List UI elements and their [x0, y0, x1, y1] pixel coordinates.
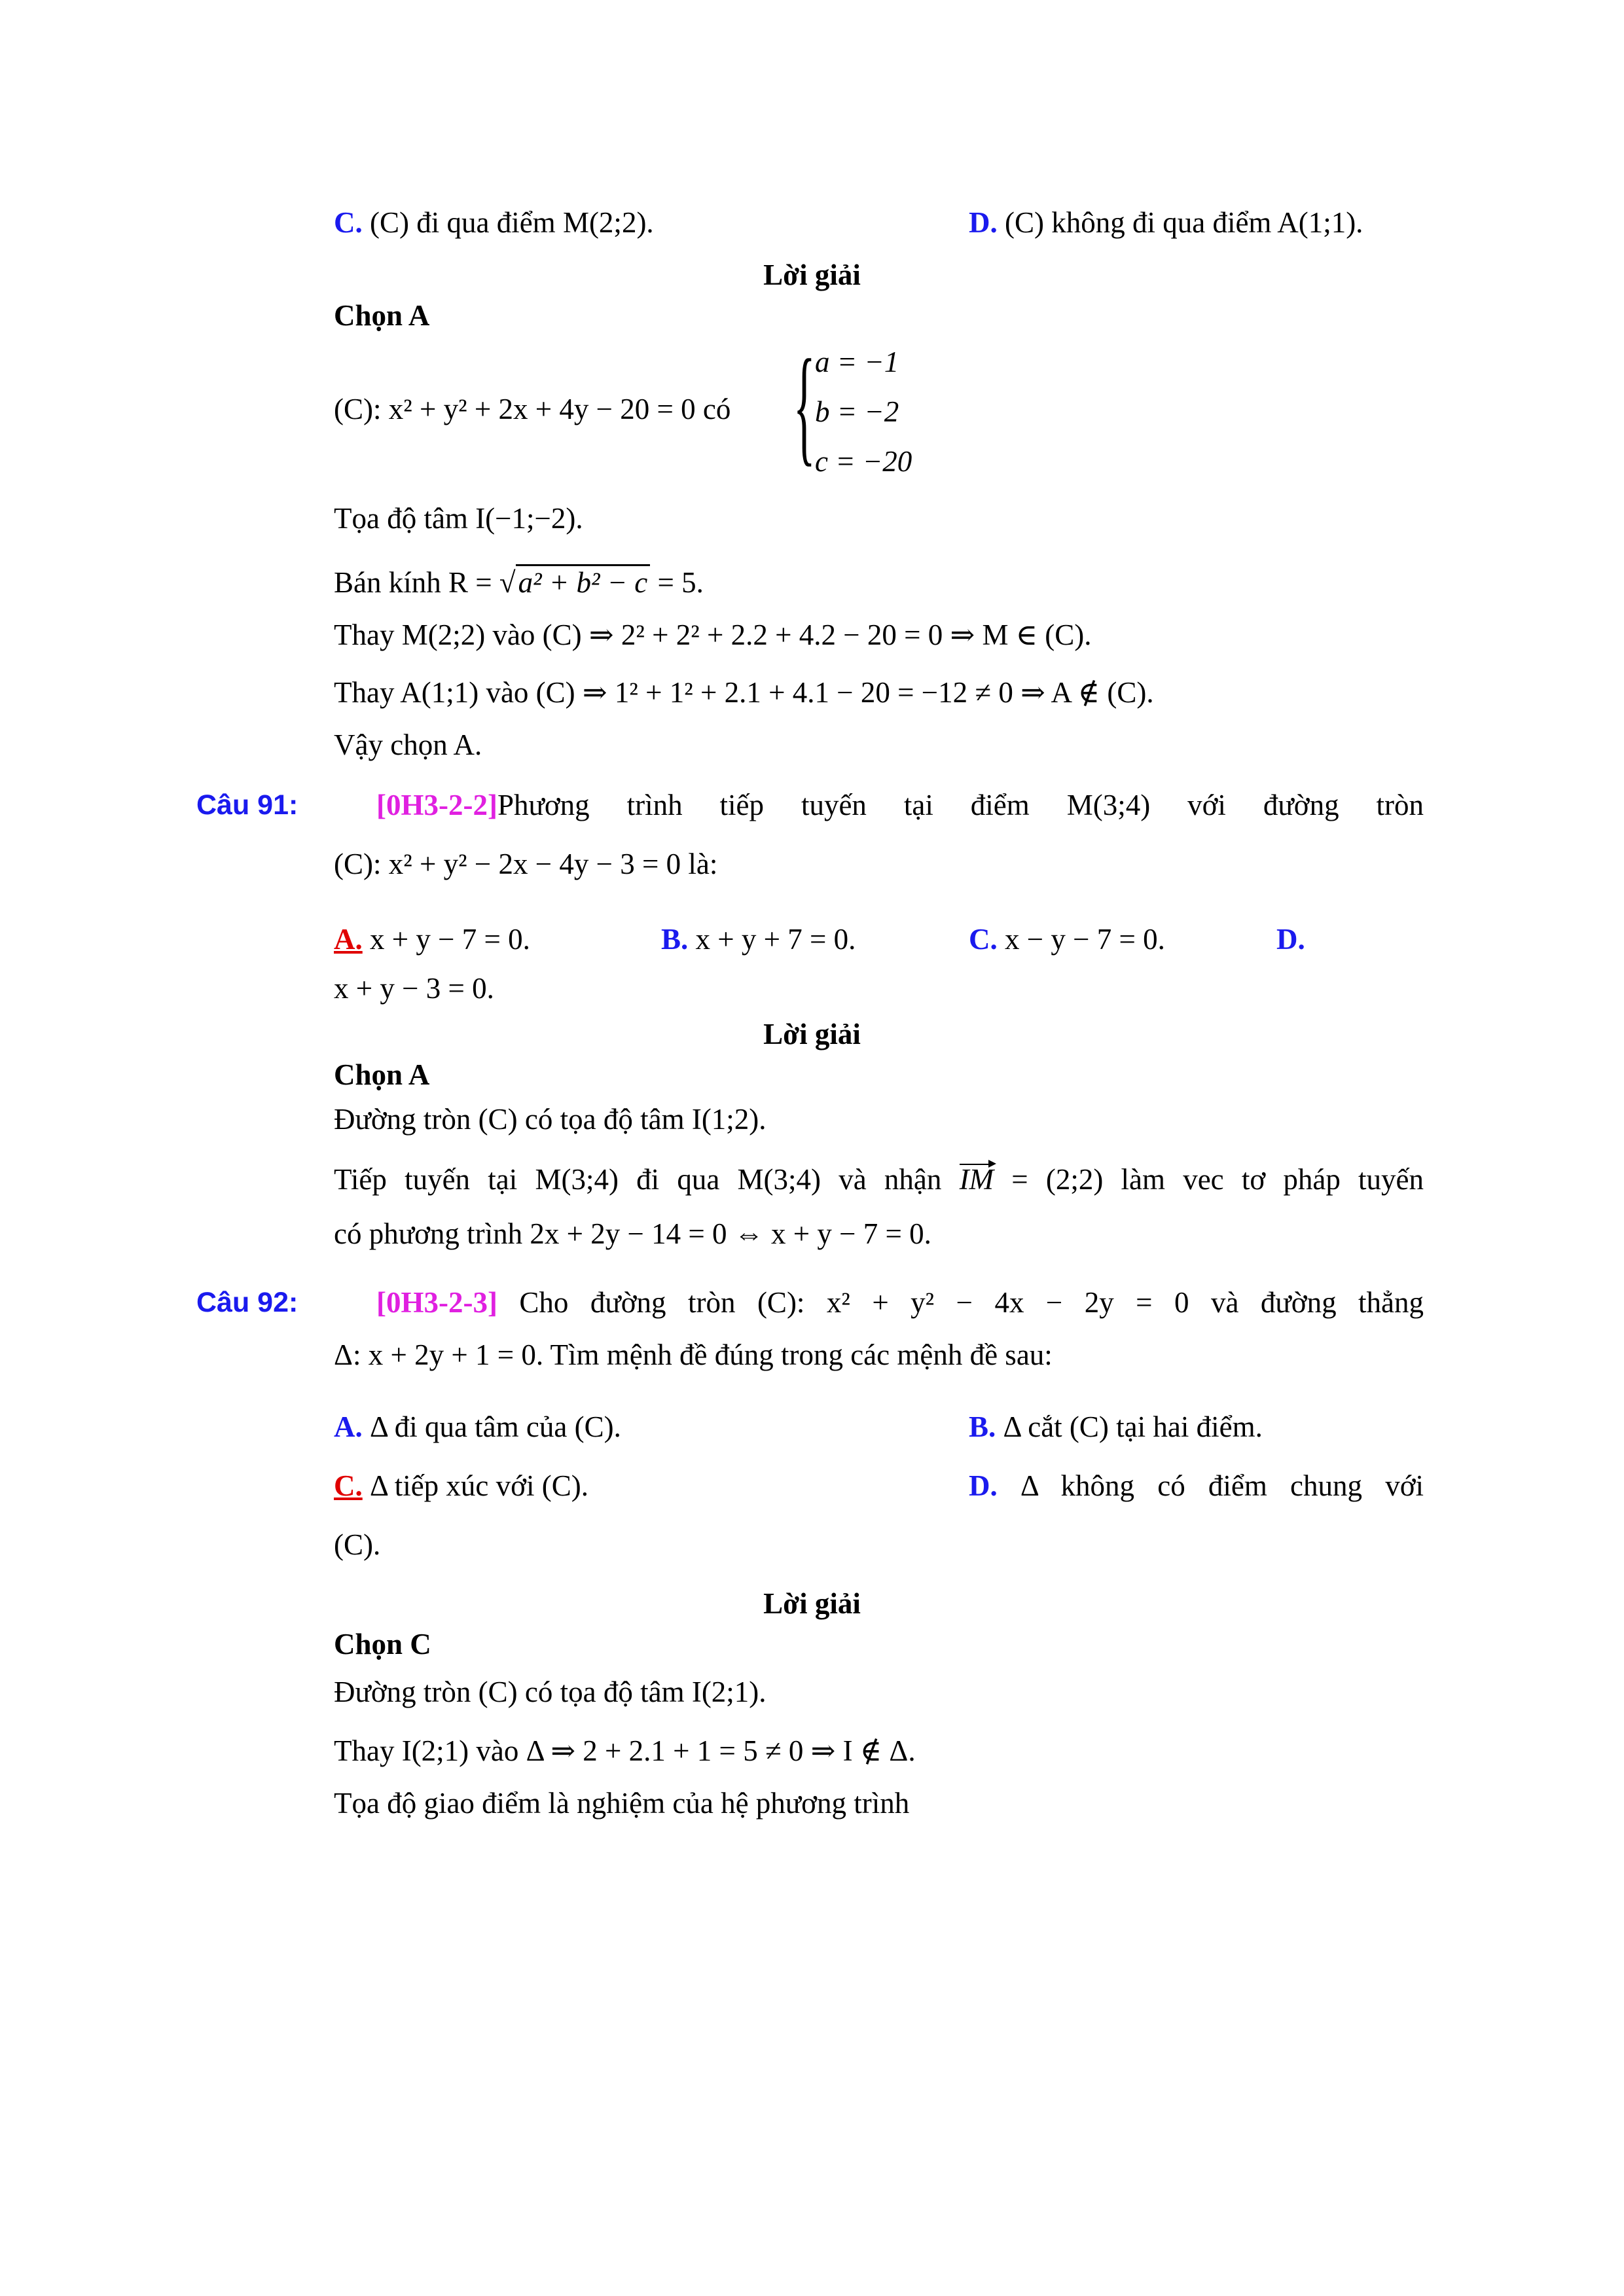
q92-option-a-label: A.: [334, 1410, 363, 1443]
q91-option-b: [661, 920, 856, 959]
q91-sol-2b: = (2;2) làm vec tơ pháp tuyến: [994, 1163, 1424, 1196]
radius-radicand: a² + b² − c: [516, 564, 651, 599]
prev-option-c-text: (C) đi qua điểm M(2;2).: [370, 206, 654, 239]
prev-system: [815, 337, 912, 486]
q92-stem-line-1: [376, 1283, 1424, 1322]
q91-option-a-text: x + y − 7 = 0.: [362, 923, 530, 956]
q92-sol-3: Tọa độ giao điểm là nghiệm của hệ phương trình: [334, 1787, 910, 1820]
prev-option-c: [334, 203, 654, 242]
q91-stem-line-1: [376, 785, 1424, 825]
q91-choice: Chọn A: [334, 1058, 430, 1091]
radius-prefix: Bán kính R = √: [334, 566, 516, 599]
radius-suffix: = 5.: [650, 566, 704, 599]
q91-vector-im: IM: [960, 1160, 994, 1199]
prev-choice: Chọn A: [334, 299, 430, 332]
q91-stem-2: (C): x² + y² − 2x − 4y − 3 = 0 là:: [334, 848, 718, 880]
q92-head: Câu 92:: [196, 1287, 298, 1318]
q91-option-c: [969, 920, 1165, 959]
q92-option-d-text: Δ không có điểm chung với: [997, 1469, 1424, 1502]
q92-sol-1: Đường tròn (C) có tọa độ tâm I(2;1).: [334, 1676, 767, 1708]
q92-sol-2: Thay I(2;1) vào Δ ⇒ 2 + 2.1 + 1 = 5 ≠ 0 ⇒ I ∉ Δ.: [334, 1734, 916, 1767]
system-row: a = −1: [815, 346, 899, 378]
prev-option-d: [969, 203, 1363, 242]
q92-option-c: [334, 1466, 588, 1505]
q92-choice: Chọn C: [334, 1628, 431, 1660]
q92-option-b-label: B.: [969, 1410, 996, 1443]
q91-option-a: [334, 920, 530, 959]
q92-option-d-text-2: (C).: [334, 1528, 381, 1561]
q92-solution-title: Lời giải: [763, 1587, 861, 1620]
q91-head: Câu 91:: [196, 789, 298, 821]
prev-conclusion: Vậy chọn A.: [334, 728, 482, 761]
q92-option-c-text: Δ tiếp xúc với (C).: [362, 1469, 588, 1502]
q91-option-b-text: x + y + 7 = 0.: [688, 923, 856, 956]
q91-option-c-label: C.: [969, 923, 998, 956]
q91-tag: [0H3-2-2]: [376, 789, 497, 821]
prev-solution-title: Lời giải: [763, 259, 861, 291]
q91-sol-3: có phương trình 2x + 2y − 14 = 0 ⇔ x + y − 7 = 0.: [334, 1217, 931, 1250]
q92-option-c-label: C.: [334, 1469, 363, 1502]
prev-equation: (C): x² + y² + 2x + 4y − 20 = 0 có: [334, 393, 731, 425]
q91-option-b-label: B.: [661, 923, 689, 956]
q92-option-a-text: Δ đi qua tâm của (C).: [362, 1410, 621, 1443]
q91-option-c-text: x − y − 7 = 0.: [997, 923, 1165, 956]
q92-option-b: [969, 1407, 1263, 1446]
prev-option-c-label: C.: [334, 206, 363, 239]
q91-option-d-label: D.: [1276, 923, 1305, 956]
system-row: b = −2: [815, 395, 899, 428]
q92-option-d-label: D.: [969, 1469, 998, 1502]
prev-radius: [334, 563, 704, 602]
prev-check-m: Thay M(2;2) vào (C) ⇒ 2² + 2² + 2.2 + 4.2 − 20 = 0 ⇒ M ∈ (C).: [334, 619, 1092, 651]
system-row: c = −20: [815, 445, 912, 478]
q92-option-a: [334, 1407, 621, 1446]
prev-option-d-label: D.: [969, 206, 998, 239]
prev-center: Tọa độ tâm I(−1;−2).: [334, 502, 583, 535]
q92-tag: [0H3-2-3]: [376, 1286, 497, 1319]
q91-stem-1: Phương trình tiếp tuyến tại điểm M(3;4) với đường tròn: [497, 789, 1424, 821]
q91-sol-2a: Tiếp tuyến tại M(3;4) đi qua M(3;4) và nhận: [334, 1163, 960, 1196]
system-brace-icon: {: [793, 333, 816, 478]
q91-sol-2: [334, 1160, 1424, 1199]
prev-check-a: Thay A(1;1) vào (C) ⇒ 1² + 1² + 2.1 + 4.1 − 20 = −12 ≠ 0 ⇒ A ∉ (C).: [334, 676, 1154, 709]
q91-sol-1: Đường tròn (C) có tọa độ tâm I(1;2).: [334, 1103, 767, 1136]
q92-stem-1: Cho đường tròn (C): x² + y² − 4x − 2y = 0 và đường thẳng: [497, 1286, 1424, 1319]
q91-option-d-text: x + y − 3 = 0.: [334, 972, 494, 1005]
q91-solution-title: Lời giải: [763, 1018, 861, 1050]
q91-option-a-label: A.: [334, 923, 363, 956]
q92-stem-2: Δ: x + 2y + 1 = 0. Tìm mệnh đề đúng trong các mệnh đề sau:: [334, 1338, 1053, 1371]
prev-option-d-text: (C) không đi qua điểm A(1;1).: [1005, 206, 1363, 239]
q92-option-b-text: Δ cắt (C) tại hai điểm.: [996, 1410, 1263, 1443]
q91-option-d: [1276, 920, 1305, 959]
q92-option-d: [969, 1466, 1424, 1505]
